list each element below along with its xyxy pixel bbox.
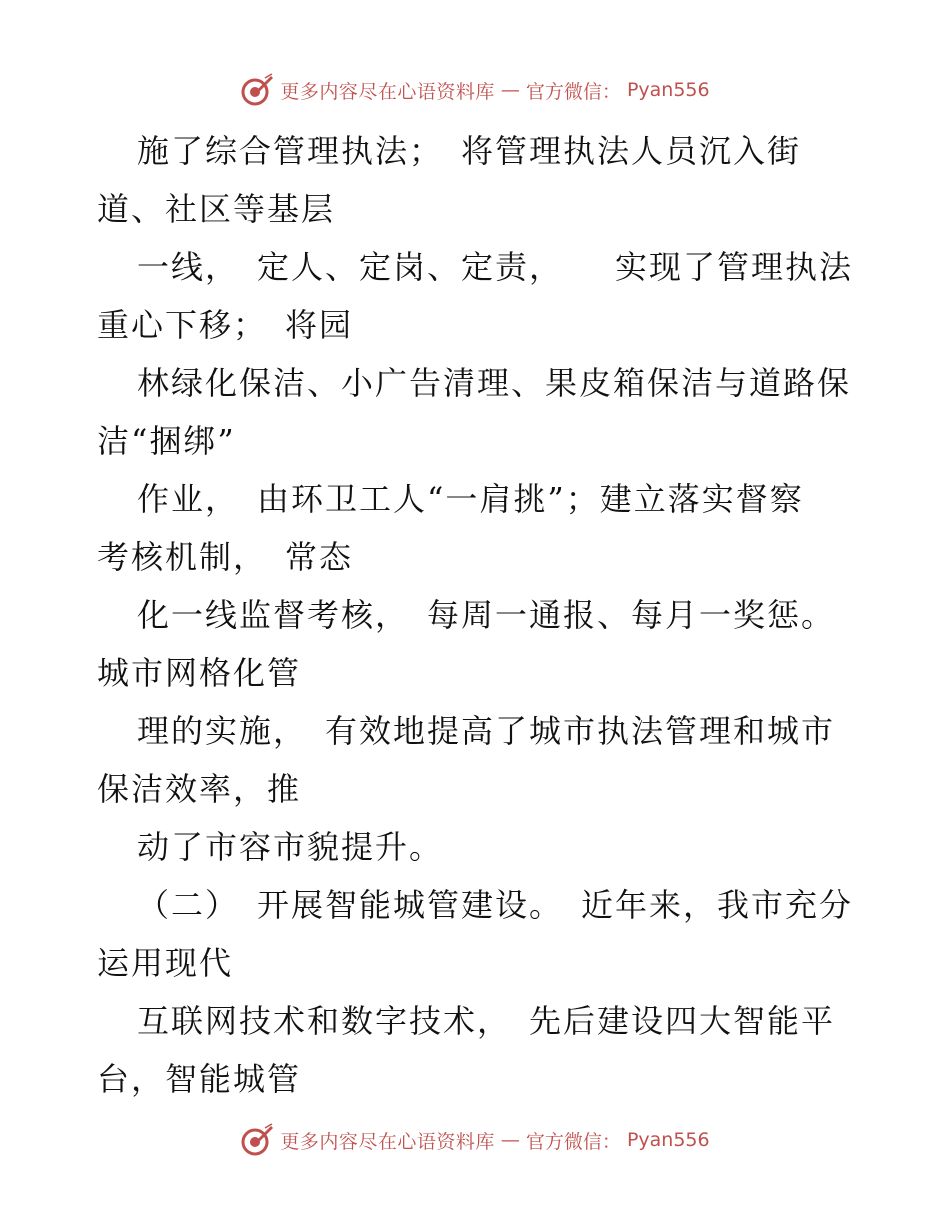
body-line: 重心下移； 将园 — [97, 306, 354, 344]
body-line: 林绿化保洁、小广告清理、果皮箱保洁与道路保 — [137, 364, 852, 402]
body-line: 考核机制， 常态 — [97, 538, 354, 576]
body-line: 台，智能城管 — [97, 1060, 302, 1098]
banner-separator: — — [500, 79, 520, 101]
banner-wechat-id: Pyan556 — [626, 1129, 710, 1151]
header-banner — [0, 70, 950, 110]
banner-site-text: 更多内容尽在心语资料库 — [280, 1130, 495, 1153]
banner-wechat-label: 官方微信： — [525, 80, 621, 103]
banner-wechat-id: Pyan556 — [626, 79, 710, 101]
banner-site-text: 更多内容尽在心语资料库 — [280, 80, 495, 103]
body-line: 化一线监督考核， 每周一通报、每月一奖惩。 — [137, 596, 836, 634]
body-line: 一线， 定人、定岗、定责， 实现了管理执法 — [137, 248, 854, 286]
body-line: 理的实施， 有效地提高了城市执法管理和城市 — [137, 712, 836, 750]
quill-seal-icon — [240, 73, 274, 107]
body-line: 施了综合管理执法； 将管理执法人员沉入街 — [137, 132, 802, 170]
footer-banner — [0, 1120, 950, 1160]
body-line: 运用现代 — [97, 944, 234, 982]
body-line: 保洁效率，推 — [97, 770, 302, 808]
body-line: 互联网技术和数字技术， 先后建设四大智能平 — [137, 1002, 836, 1040]
body-line: 城市网格化管 — [97, 654, 302, 692]
banner-wechat-label: 官方微信： — [525, 1130, 621, 1153]
body-line: （二） 开展智能城管建设。 近年来，我市充分 — [137, 886, 854, 924]
quill-seal-icon — [240, 1123, 274, 1157]
banner-separator: — — [500, 1129, 520, 1151]
body-line: 作业， 由环卫工人“一肩挑”；建立落实督察 — [137, 480, 804, 518]
body-line: 洁“捆绑” — [97, 422, 236, 460]
document-body — [97, 122, 877, 1108]
body-line: 动了市容市貌提升。 — [137, 828, 444, 866]
body-line: 道、社区等基层 — [97, 190, 336, 228]
